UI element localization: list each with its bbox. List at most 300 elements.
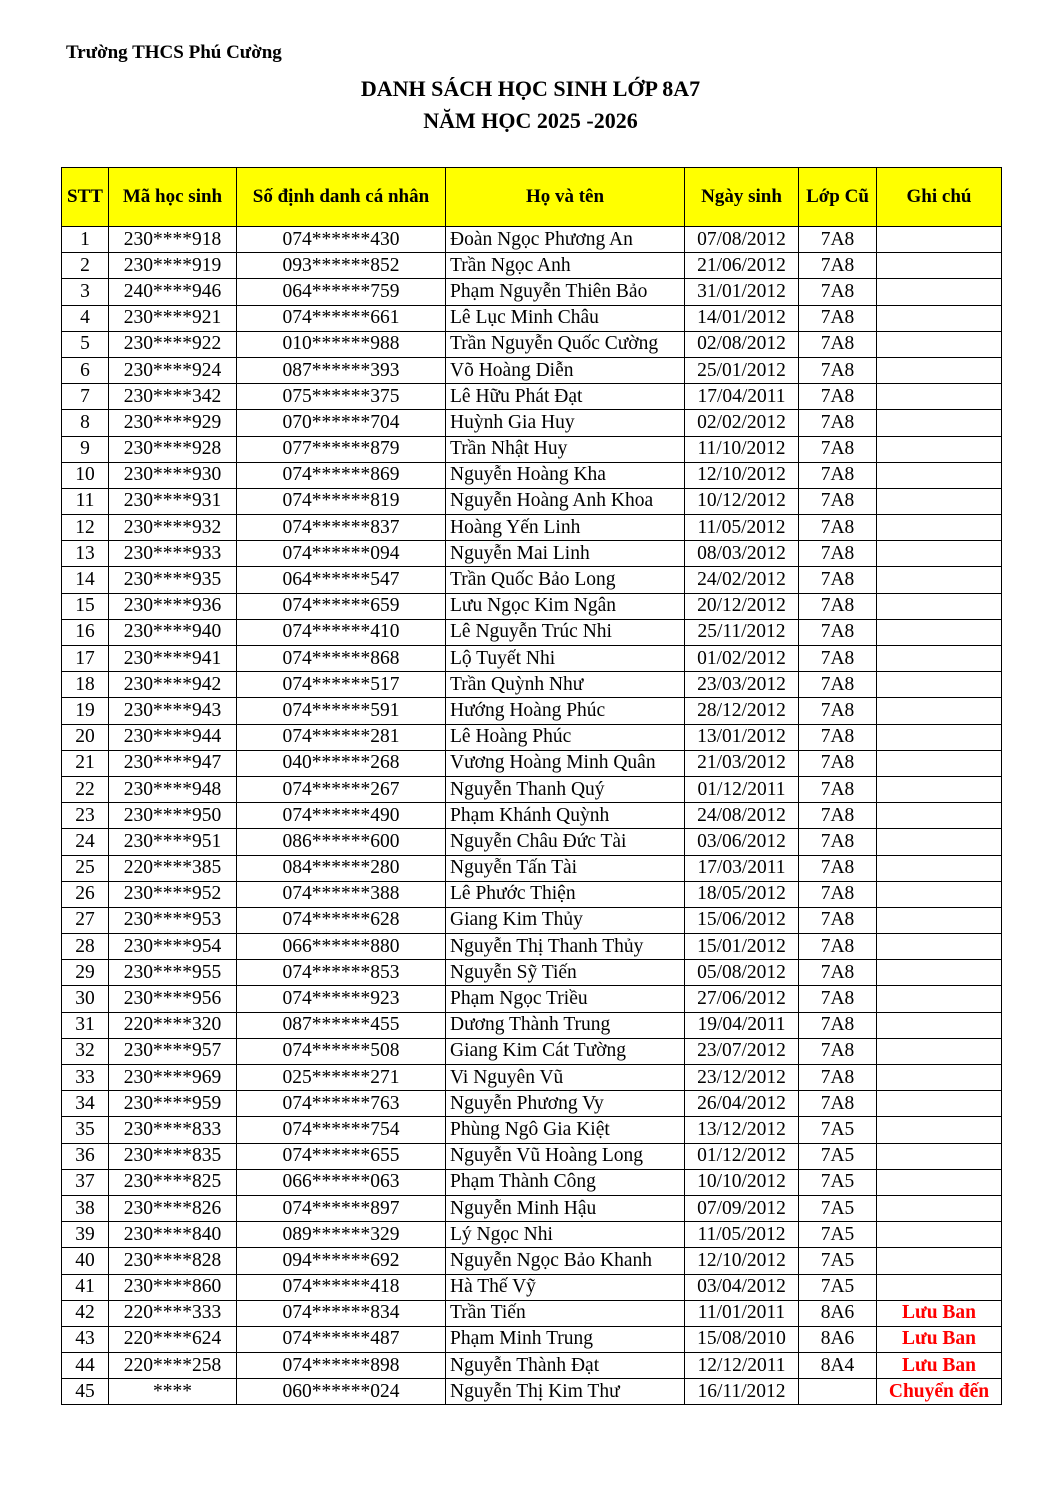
cell-student-code: 230****828 bbox=[109, 1248, 237, 1274]
cell-full-name: Lê Lục Minh Châu bbox=[446, 305, 685, 331]
table-row bbox=[62, 227, 1002, 253]
cell-birth-date: 15/08/2010 bbox=[685, 1326, 799, 1352]
cell-full-name: Lê Nguyễn Trúc Nhi bbox=[446, 619, 685, 645]
cell-stt: 37 bbox=[62, 1169, 109, 1195]
cell-old-class: 7A8 bbox=[799, 934, 877, 960]
cell-stt: 32 bbox=[62, 1038, 109, 1064]
table-row bbox=[62, 1274, 1002, 1300]
cell-note bbox=[877, 462, 1002, 488]
cell-old-class: 7A8 bbox=[799, 619, 877, 645]
cell-note bbox=[877, 305, 1002, 331]
cell-birth-date: 08/03/2012 bbox=[685, 541, 799, 567]
cell-full-name: Nguyễn Châu Đức Tài bbox=[446, 829, 685, 855]
table-row bbox=[62, 515, 1002, 541]
cell-personal-id: 074******834 bbox=[237, 1300, 446, 1326]
cell-birth-date: 27/06/2012 bbox=[685, 986, 799, 1012]
column-header-old-class: Lớp Cũ bbox=[799, 168, 877, 227]
cell-full-name: Nguyễn Tấn Tài bbox=[446, 855, 685, 881]
cell-birth-date: 17/03/2011 bbox=[685, 855, 799, 881]
cell-note bbox=[877, 1222, 1002, 1248]
cell-full-name: Nguyễn Sỹ Tiến bbox=[446, 960, 685, 986]
cell-full-name: Trần Nguyễn Quốc Cường bbox=[446, 331, 685, 357]
cell-stt: 18 bbox=[62, 672, 109, 698]
cell-stt: 20 bbox=[62, 724, 109, 750]
cell-full-name: Nguyễn Thị Kim Thư bbox=[446, 1379, 685, 1405]
cell-old-class: 7A8 bbox=[799, 462, 877, 488]
cell-note bbox=[877, 384, 1002, 410]
cell-birth-date: 03/06/2012 bbox=[685, 829, 799, 855]
cell-student-code: 230****929 bbox=[109, 410, 237, 436]
cell-student-code: 230****951 bbox=[109, 829, 237, 855]
cell-personal-id: 087******393 bbox=[237, 357, 446, 383]
cell-personal-id: 074******868 bbox=[237, 646, 446, 672]
cell-note bbox=[877, 776, 1002, 802]
cell-note bbox=[877, 1195, 1002, 1221]
cell-personal-id: 074******869 bbox=[237, 462, 446, 488]
cell-birth-date: 14/01/2012 bbox=[685, 305, 799, 331]
cell-stt: 10 bbox=[62, 462, 109, 488]
cell-personal-id: 074******659 bbox=[237, 593, 446, 619]
cell-stt: 22 bbox=[62, 776, 109, 802]
cell-old-class: 7A8 bbox=[799, 1012, 877, 1038]
cell-personal-id: 074******508 bbox=[237, 1038, 446, 1064]
cell-full-name: Trần Quốc Bảo Long bbox=[446, 567, 685, 593]
cell-personal-id: 074******487 bbox=[237, 1326, 446, 1352]
cell-stt: 33 bbox=[62, 1065, 109, 1091]
cell-stt: 9 bbox=[62, 436, 109, 462]
cell-stt: 7 bbox=[62, 384, 109, 410]
table-row bbox=[62, 646, 1002, 672]
cell-old-class: 8A6 bbox=[799, 1326, 877, 1352]
cell-personal-id: 064******547 bbox=[237, 567, 446, 593]
cell-old-class: 7A8 bbox=[799, 1038, 877, 1064]
cell-personal-id: 074******418 bbox=[237, 1274, 446, 1300]
cell-student-code: 230****919 bbox=[109, 253, 237, 279]
cell-full-name: Dương Thành Trung bbox=[446, 1012, 685, 1038]
cell-note bbox=[877, 488, 1002, 514]
table-row bbox=[62, 1091, 1002, 1117]
table-row bbox=[62, 803, 1002, 829]
cell-personal-id: 074******853 bbox=[237, 960, 446, 986]
column-header-stt: STT bbox=[62, 168, 109, 227]
cell-birth-date: 24/02/2012 bbox=[685, 567, 799, 593]
column-header-birth-date: Ngày sinh bbox=[685, 168, 799, 227]
cell-full-name: Lý Ngọc Nhi bbox=[446, 1222, 685, 1248]
cell-full-name: Nguyễn Hoàng Anh Khoa bbox=[446, 488, 685, 514]
table-row bbox=[62, 593, 1002, 619]
cell-note bbox=[877, 750, 1002, 776]
cell-stt: 13 bbox=[62, 541, 109, 567]
cell-student-code: 230****950 bbox=[109, 803, 237, 829]
cell-personal-id: 025******271 bbox=[237, 1065, 446, 1091]
cell-birth-date: 25/11/2012 bbox=[685, 619, 799, 645]
cell-old-class: 7A8 bbox=[799, 803, 877, 829]
table-row bbox=[62, 462, 1002, 488]
table-row bbox=[62, 698, 1002, 724]
cell-full-name: Vi Nguyên Vũ bbox=[446, 1065, 685, 1091]
cell-stt: 8 bbox=[62, 410, 109, 436]
cell-note bbox=[877, 986, 1002, 1012]
cell-birth-date: 23/12/2012 bbox=[685, 1065, 799, 1091]
table-row bbox=[62, 357, 1002, 383]
student-list-table bbox=[61, 167, 1002, 1405]
table-row bbox=[62, 881, 1002, 907]
cell-personal-id: 074******819 bbox=[237, 488, 446, 514]
cell-old-class: 7A8 bbox=[799, 1091, 877, 1117]
cell-personal-id: 066******880 bbox=[237, 934, 446, 960]
cell-birth-date: 19/04/2011 bbox=[685, 1012, 799, 1038]
table-row bbox=[62, 1248, 1002, 1274]
cell-full-name: Nguyễn Thành Đạt bbox=[446, 1353, 685, 1379]
cell-student-code: 230****840 bbox=[109, 1222, 237, 1248]
cell-stt: 43 bbox=[62, 1326, 109, 1352]
cell-birth-date: 21/03/2012 bbox=[685, 750, 799, 776]
cell-personal-id: 074******628 bbox=[237, 907, 446, 933]
cell-stt: 41 bbox=[62, 1274, 109, 1300]
cell-student-code: 230****936 bbox=[109, 593, 237, 619]
cell-birth-date: 02/02/2012 bbox=[685, 410, 799, 436]
cell-birth-date: 23/07/2012 bbox=[685, 1038, 799, 1064]
cell-old-class: 7A8 bbox=[799, 1065, 877, 1091]
cell-stt: 15 bbox=[62, 593, 109, 619]
cell-old-class: 7A8 bbox=[799, 331, 877, 357]
cell-personal-id: 086******600 bbox=[237, 829, 446, 855]
table-row bbox=[62, 1038, 1002, 1064]
cell-full-name: Trần Nhật Huy bbox=[446, 436, 685, 462]
cell-old-class: 7A8 bbox=[799, 593, 877, 619]
cell-student-code: 230****953 bbox=[109, 907, 237, 933]
cell-student-code: 230****918 bbox=[109, 227, 237, 253]
cell-note bbox=[877, 1117, 1002, 1143]
cell-personal-id: 087******455 bbox=[237, 1012, 446, 1038]
cell-stt: 24 bbox=[62, 829, 109, 855]
school-name: Trường THCS Phú Cường bbox=[66, 42, 282, 63]
table-row bbox=[62, 776, 1002, 802]
cell-birth-date: 31/01/2012 bbox=[685, 279, 799, 305]
cell-student-code: 230****922 bbox=[109, 331, 237, 357]
cell-full-name: Nguyễn Thị Thanh Thủy bbox=[446, 934, 685, 960]
cell-birth-date: 11/01/2011 bbox=[685, 1300, 799, 1326]
cell-old-class: 7A8 bbox=[799, 436, 877, 462]
table-row bbox=[62, 1065, 1002, 1091]
cell-full-name: Phùng Ngô Gia Kiệt bbox=[446, 1117, 685, 1143]
table-row bbox=[62, 750, 1002, 776]
cell-student-code: 230****952 bbox=[109, 881, 237, 907]
cell-student-code: 230****921 bbox=[109, 305, 237, 331]
table-row bbox=[62, 672, 1002, 698]
table-row bbox=[62, 1012, 1002, 1038]
cell-full-name: Trần Ngọc Anh bbox=[446, 253, 685, 279]
table-row bbox=[62, 1143, 1002, 1169]
cell-old-class: 7A8 bbox=[799, 750, 877, 776]
cell-personal-id: 094******692 bbox=[237, 1248, 446, 1274]
cell-student-code: 230****969 bbox=[109, 1065, 237, 1091]
cell-old-class: 7A8 bbox=[799, 567, 877, 593]
cell-student-code: 230****935 bbox=[109, 567, 237, 593]
cell-student-code: 230****931 bbox=[109, 488, 237, 514]
cell-birth-date: 03/04/2012 bbox=[685, 1274, 799, 1300]
cell-full-name: Nguyễn Minh Hậu bbox=[446, 1195, 685, 1221]
cell-stt: 45 bbox=[62, 1379, 109, 1405]
cell-note bbox=[877, 1143, 1002, 1169]
cell-birth-date: 01/12/2011 bbox=[685, 776, 799, 802]
cell-note bbox=[877, 907, 1002, 933]
table-row bbox=[62, 253, 1002, 279]
cell-full-name: Hà Thế Vỹ bbox=[446, 1274, 685, 1300]
cell-stt: 21 bbox=[62, 750, 109, 776]
cell-birth-date: 07/08/2012 bbox=[685, 227, 799, 253]
table-row bbox=[62, 1300, 1002, 1326]
cell-note bbox=[877, 1274, 1002, 1300]
cell-old-class: 8A4 bbox=[799, 1353, 877, 1379]
cell-note bbox=[877, 1248, 1002, 1274]
cell-full-name: Võ Hoàng Diễn bbox=[446, 357, 685, 383]
cell-birth-date: 17/04/2011 bbox=[685, 384, 799, 410]
cell-full-name: Phạm Nguyễn Thiên Bảo bbox=[446, 279, 685, 305]
cell-personal-id: 074******410 bbox=[237, 619, 446, 645]
cell-old-class: 7A8 bbox=[799, 410, 877, 436]
cell-full-name: Lê Hoàng Phúc bbox=[446, 724, 685, 750]
cell-stt: 27 bbox=[62, 907, 109, 933]
cell-student-code: 230****943 bbox=[109, 698, 237, 724]
cell-student-code: 230****930 bbox=[109, 462, 237, 488]
cell-birth-date: 01/12/2012 bbox=[685, 1143, 799, 1169]
cell-old-class: 7A8 bbox=[799, 515, 877, 541]
cell-student-code: 230****954 bbox=[109, 934, 237, 960]
table-row bbox=[62, 934, 1002, 960]
cell-full-name: Giang Kim Cát Tường bbox=[446, 1038, 685, 1064]
cell-full-name: Lộ Tuyết Nhi bbox=[446, 646, 685, 672]
cell-full-name: Nguyễn Mai Linh bbox=[446, 541, 685, 567]
cell-stt: 11 bbox=[62, 488, 109, 514]
cell-note bbox=[877, 227, 1002, 253]
cell-student-code: 230****940 bbox=[109, 619, 237, 645]
cell-stt: 16 bbox=[62, 619, 109, 645]
cell-personal-id: 074******388 bbox=[237, 881, 446, 907]
cell-student-code: 230****955 bbox=[109, 960, 237, 986]
cell-birth-date: 12/10/2012 bbox=[685, 462, 799, 488]
cell-stt: 4 bbox=[62, 305, 109, 331]
cell-birth-date: 23/03/2012 bbox=[685, 672, 799, 698]
table-row bbox=[62, 410, 1002, 436]
cell-old-class: 7A8 bbox=[799, 646, 877, 672]
cell-birth-date: 21/06/2012 bbox=[685, 253, 799, 279]
cell-note bbox=[877, 436, 1002, 462]
cell-full-name: Hướng Hoàng Phúc bbox=[446, 698, 685, 724]
cell-note bbox=[877, 803, 1002, 829]
cell-personal-id: 089******329 bbox=[237, 1222, 446, 1248]
cell-old-class: 7A8 bbox=[799, 227, 877, 253]
table-row bbox=[62, 279, 1002, 305]
cell-personal-id: 084******280 bbox=[237, 855, 446, 881]
cell-personal-id: 074******837 bbox=[237, 515, 446, 541]
cell-note bbox=[877, 619, 1002, 645]
cell-full-name: Giang Kim Thủy bbox=[446, 907, 685, 933]
cell-student-code: 220****258 bbox=[109, 1353, 237, 1379]
cell-student-code: 220****385 bbox=[109, 855, 237, 881]
cell-old-class: 7A8 bbox=[799, 488, 877, 514]
table-row bbox=[62, 829, 1002, 855]
cell-note bbox=[877, 934, 1002, 960]
cell-stt: 40 bbox=[62, 1248, 109, 1274]
cell-stt: 19 bbox=[62, 698, 109, 724]
table-row bbox=[62, 1379, 1002, 1405]
cell-stt: 38 bbox=[62, 1195, 109, 1221]
cell-birth-date: 15/01/2012 bbox=[685, 934, 799, 960]
cell-personal-id: 074******655 bbox=[237, 1143, 446, 1169]
cell-old-class: 7A8 bbox=[799, 279, 877, 305]
cell-note bbox=[877, 410, 1002, 436]
column-header-full-name: Họ và tên bbox=[446, 168, 685, 227]
cell-note bbox=[877, 1012, 1002, 1038]
cell-personal-id: 075******375 bbox=[237, 384, 446, 410]
cell-student-code: 220****320 bbox=[109, 1012, 237, 1038]
cell-personal-id: 074******923 bbox=[237, 986, 446, 1012]
cell-note bbox=[877, 515, 1002, 541]
table-row bbox=[62, 986, 1002, 1012]
cell-personal-id: 074******754 bbox=[237, 1117, 446, 1143]
cell-student-code: **** bbox=[109, 1379, 237, 1405]
cell-full-name: Phạm Minh Trung bbox=[446, 1326, 685, 1352]
cell-full-name: Nguyễn Ngọc Bảo Khanh bbox=[446, 1248, 685, 1274]
cell-note: Lưu Ban bbox=[877, 1326, 1002, 1352]
table-row bbox=[62, 305, 1002, 331]
table-row bbox=[62, 724, 1002, 750]
cell-student-code: 230****959 bbox=[109, 1091, 237, 1117]
cell-full-name: Phạm Ngọc Triều bbox=[446, 986, 685, 1012]
table-row bbox=[62, 1353, 1002, 1379]
cell-full-name: Lưu Ngọc Kim Ngân bbox=[446, 593, 685, 619]
cell-note bbox=[877, 567, 1002, 593]
cell-birth-date: 10/10/2012 bbox=[685, 1169, 799, 1195]
cell-full-name: Lê Hữu Phát Đạt bbox=[446, 384, 685, 410]
cell-note bbox=[877, 1065, 1002, 1091]
cell-note bbox=[877, 724, 1002, 750]
cell-old-class: 7A8 bbox=[799, 907, 877, 933]
table-row bbox=[62, 1117, 1002, 1143]
cell-student-code: 230****933 bbox=[109, 541, 237, 567]
cell-birth-date: 10/12/2012 bbox=[685, 488, 799, 514]
cell-stt: 12 bbox=[62, 515, 109, 541]
cell-note bbox=[877, 698, 1002, 724]
cell-personal-id: 074******267 bbox=[237, 776, 446, 802]
cell-birth-date: 25/01/2012 bbox=[685, 357, 799, 383]
cell-old-class: 7A8 bbox=[799, 672, 877, 698]
cell-personal-id: 093******852 bbox=[237, 253, 446, 279]
school-year-title: NĂM HỌC 2025 -2026 bbox=[423, 108, 638, 133]
table-row bbox=[62, 331, 1002, 357]
cell-old-class: 7A8 bbox=[799, 855, 877, 881]
cell-note bbox=[877, 541, 1002, 567]
cell-stt: 1 bbox=[62, 227, 109, 253]
cell-full-name: Hoàng Yến Linh bbox=[446, 515, 685, 541]
cell-student-code: 230****941 bbox=[109, 646, 237, 672]
table-row bbox=[62, 619, 1002, 645]
cell-full-name: Nguyễn Phương Vy bbox=[446, 1091, 685, 1117]
cell-note bbox=[877, 593, 1002, 619]
cell-birth-date: 13/01/2012 bbox=[685, 724, 799, 750]
cell-note bbox=[877, 331, 1002, 357]
cell-student-code: 230****833 bbox=[109, 1117, 237, 1143]
cell-student-code: 230****957 bbox=[109, 1038, 237, 1064]
cell-note bbox=[877, 1169, 1002, 1195]
cell-full-name: Huỳnh Gia Huy bbox=[446, 410, 685, 436]
cell-stt: 5 bbox=[62, 331, 109, 357]
cell-personal-id: 074******898 bbox=[237, 1353, 446, 1379]
table-row bbox=[62, 1195, 1002, 1221]
cell-old-class: 7A5 bbox=[799, 1222, 877, 1248]
cell-old-class bbox=[799, 1379, 877, 1405]
cell-old-class: 7A8 bbox=[799, 698, 877, 724]
cell-stt: 23 bbox=[62, 803, 109, 829]
cell-birth-date: 20/12/2012 bbox=[685, 593, 799, 619]
cell-old-class: 7A5 bbox=[799, 1143, 877, 1169]
table-row bbox=[62, 960, 1002, 986]
cell-personal-id: 074******763 bbox=[237, 1091, 446, 1117]
cell-note bbox=[877, 1091, 1002, 1117]
cell-student-code: 230****932 bbox=[109, 515, 237, 541]
cell-note: Chuyển đến bbox=[877, 1379, 1002, 1405]
cell-stt: 26 bbox=[62, 881, 109, 907]
cell-note: Lưu Ban bbox=[877, 1300, 1002, 1326]
cell-personal-id: 066******063 bbox=[237, 1169, 446, 1195]
cell-note bbox=[877, 1038, 1002, 1064]
column-header-student-code: Mã học sinh bbox=[109, 168, 237, 227]
cell-personal-id: 077******879 bbox=[237, 436, 446, 462]
cell-stt: 39 bbox=[62, 1222, 109, 1248]
cell-student-code: 230****835 bbox=[109, 1143, 237, 1169]
cell-stt: 17 bbox=[62, 646, 109, 672]
cell-old-class: 7A5 bbox=[799, 1274, 877, 1300]
table-row bbox=[62, 541, 1002, 567]
cell-stt: 30 bbox=[62, 986, 109, 1012]
cell-birth-date: 24/08/2012 bbox=[685, 803, 799, 829]
cell-student-code: 240****946 bbox=[109, 279, 237, 305]
cell-personal-id: 074******517 bbox=[237, 672, 446, 698]
cell-note bbox=[877, 960, 1002, 986]
cell-personal-id: 064******759 bbox=[237, 279, 446, 305]
cell-full-name: Trần Tiến bbox=[446, 1300, 685, 1326]
cell-student-code: 230****947 bbox=[109, 750, 237, 776]
cell-stt: 25 bbox=[62, 855, 109, 881]
table-row bbox=[62, 384, 1002, 410]
cell-birth-date: 01/02/2012 bbox=[685, 646, 799, 672]
table-row bbox=[62, 1326, 1002, 1352]
cell-personal-id: 074******661 bbox=[237, 305, 446, 331]
cell-old-class: 8A6 bbox=[799, 1300, 877, 1326]
cell-student-code: 220****624 bbox=[109, 1326, 237, 1352]
cell-stt: 14 bbox=[62, 567, 109, 593]
cell-birth-date: 15/06/2012 bbox=[685, 907, 799, 933]
cell-birth-date: 07/09/2012 bbox=[685, 1195, 799, 1221]
cell-full-name: Lê Phước Thiện bbox=[446, 881, 685, 907]
cell-full-name: Phạm Khánh Quỳnh bbox=[446, 803, 685, 829]
cell-stt: 28 bbox=[62, 934, 109, 960]
cell-personal-id: 074******897 bbox=[237, 1195, 446, 1221]
table-row bbox=[62, 488, 1002, 514]
table-row bbox=[62, 907, 1002, 933]
cell-student-code: 230****860 bbox=[109, 1274, 237, 1300]
cell-birth-date: 11/05/2012 bbox=[685, 1222, 799, 1248]
cell-student-code: 230****942 bbox=[109, 672, 237, 698]
cell-stt: 29 bbox=[62, 960, 109, 986]
cell-old-class: 7A8 bbox=[799, 305, 877, 331]
cell-old-class: 7A8 bbox=[799, 253, 877, 279]
cell-stt: 2 bbox=[62, 253, 109, 279]
cell-stt: 3 bbox=[62, 279, 109, 305]
cell-note bbox=[877, 279, 1002, 305]
cell-old-class: 7A8 bbox=[799, 881, 877, 907]
